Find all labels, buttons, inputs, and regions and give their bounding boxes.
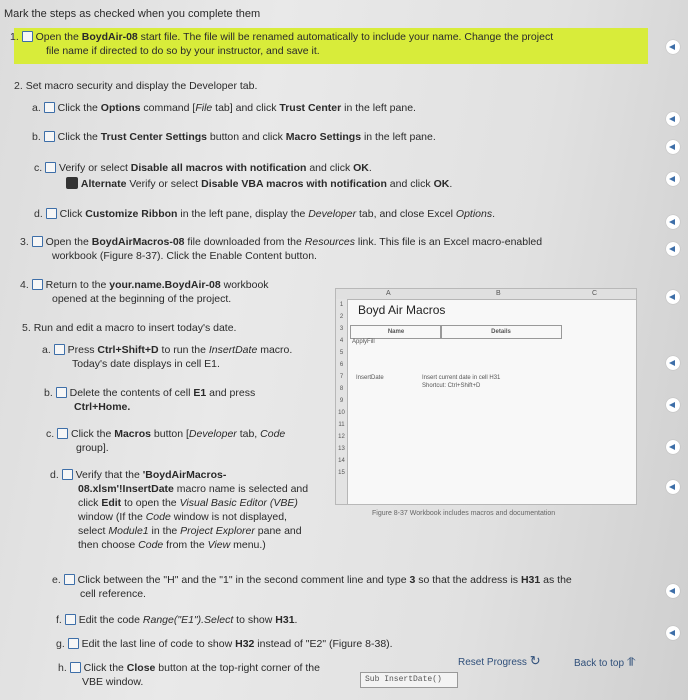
- step-2a: a. Click the Options command [File tab] and click Trust Center in the left pane.: [32, 102, 416, 114]
- step-5b-line-2: Ctrl+Home.: [74, 401, 131, 413]
- column-header-bar: [336, 289, 636, 300]
- step-5a-checkbox[interactable]: [54, 344, 65, 355]
- step-5g-checkbox[interactable]: [68, 638, 79, 649]
- figure-8-37-caption: Figure 8-37 Workbook includes macros and documentation: [372, 510, 556, 517]
- column-c-header: C: [592, 290, 598, 297]
- step-1-line-2: file name if directed to do so by your instructor, and save it.: [46, 45, 320, 57]
- step-2d: d. Click Customize Ribbon in the left pane, display the Developer tab, and close Excel Options.: [34, 208, 496, 220]
- back-to-top-icon: ⥣: [626, 655, 636, 669]
- figure-details-header: Details: [440, 325, 562, 339]
- step-5a-line-2: Today's date displays in cell E1.: [72, 358, 220, 370]
- column-b-header: B: [496, 290, 501, 297]
- back-to-top-button[interactable]: [574, 655, 636, 670]
- audio-link-icon[interactable]: [666, 140, 680, 154]
- audio-link-icon[interactable]: [666, 356, 680, 370]
- step-5c-checkbox[interactable]: [57, 428, 68, 439]
- audio-link-icon[interactable]: [666, 215, 680, 229]
- instructions-heading: Mark the steps as checked when you complete them: [4, 8, 261, 20]
- step-5f: f. Edit the code Range("E1").Select to show H31.: [56, 614, 298, 626]
- step-5e: e. Click between the "H" and the "1" in the second comment line and type 3 so that the address is H31 as the: [52, 574, 572, 586]
- step-5d-line-5: select Module1 in the Project Explorer pane and: [78, 525, 302, 537]
- back-to-top-label: Back to top: [574, 658, 625, 669]
- step-5h-checkbox[interactable]: [70, 662, 81, 673]
- step-5d-line-3: click Edit to open the Visual Basic Editor (VBE): [78, 497, 298, 509]
- step-5h: h. Click the Close button at the top-right corner of the: [58, 662, 320, 674]
- figure-detail-line-1: Insert current date in cell H31: [422, 375, 501, 381]
- figure-applyfill: ApplyFill: [352, 339, 375, 345]
- figure-8-38-code-thumbnail: Sub InsertDate(): [360, 672, 458, 688]
- audio-link-icon[interactable]: [666, 480, 680, 494]
- audio-link-icon[interactable]: [666, 584, 680, 598]
- figure-detail-line-2: Shortcut: Ctrl+Shift+D: [422, 383, 481, 389]
- step-5d-line-6: then choose Code from the View menu.): [78, 539, 266, 551]
- step-5b: b. Delete the contents of cell E1 and press: [44, 387, 256, 399]
- step-2b: b. Click the Trust Center Settings button and click Macro Settings in the left pane.: [32, 131, 436, 143]
- column-a-header: A: [386, 290, 391, 297]
- audio-link-icon[interactable]: [666, 398, 680, 412]
- step-2b-checkbox[interactable]: [44, 131, 55, 142]
- step-5c: c. Click the Macros button [Developer tab, Code: [46, 428, 286, 440]
- audio-link-icon[interactable]: [666, 242, 680, 256]
- figure-name-header: Name: [350, 325, 442, 339]
- audio-link-icon[interactable]: [666, 290, 680, 304]
- step-4-line-2: opened at the beginning of the project.: [52, 293, 232, 305]
- audio-link-icon[interactable]: [666, 626, 680, 640]
- step-4-checkbox[interactable]: [32, 279, 43, 290]
- figure-8-37-workbook: [335, 288, 637, 505]
- step-4: 4. Return to the your.name.BoydAir-08 workbook: [20, 279, 269, 291]
- audio-link-icon[interactable]: [666, 172, 680, 186]
- reset-progress-label: Reset Progress: [458, 657, 527, 668]
- step-5a: a. Press Ctrl+Shift+D to run the InsertDate macro.: [42, 344, 293, 356]
- alternate-icon: [66, 177, 78, 189]
- step-2c: c. Verify or select Disable all macros with notification and click OK.: [34, 162, 372, 174]
- audio-link-icon[interactable]: [666, 112, 680, 126]
- audio-link-icon[interactable]: [666, 40, 680, 54]
- step-5h-line-2: VBE window.: [82, 676, 144, 688]
- step-2c-alternate: Alternate Verify or select Disable VBA macros with notification and click OK.: [66, 177, 452, 191]
- step-5c-line-2: group].: [76, 442, 109, 454]
- step-2a-checkbox[interactable]: [44, 102, 55, 113]
- step-5b-checkbox[interactable]: [56, 387, 67, 398]
- reset-icon: ↻: [529, 653, 541, 668]
- step-5f-checkbox[interactable]: [65, 614, 76, 625]
- reset-progress-button[interactable]: [458, 653, 541, 669]
- step-3: 3. Open the BoydAirMacros-08 file downloaded from the Resources link. This file is an Excel macro-enabled: [20, 236, 543, 248]
- figure-insertdate: InsertDate: [356, 375, 384, 381]
- step-5d-checkbox[interactable]: [62, 469, 73, 480]
- step-1: 1. Open the BoydAir-08 start file. The file will be renamed automatically to include your name. Change the project: [10, 31, 554, 43]
- figure-sheet-title: Boyd Air Macros: [358, 303, 446, 317]
- step-2d-checkbox[interactable]: [46, 208, 57, 219]
- step-5e-line-2: cell reference.: [80, 588, 146, 600]
- step-5e-checkbox[interactable]: [64, 574, 75, 585]
- step-3-checkbox[interactable]: [32, 236, 43, 247]
- row-numbers: 1 2 3 4 5 6 7 8 9 10 11 12 13 14 15: [336, 299, 348, 504]
- step-2: 2. Set macro security and display the Developer tab.: [14, 80, 258, 92]
- step-2c-checkbox[interactable]: [45, 162, 56, 173]
- step-5d-line-2: 08.xlsm'!InsertDate macro name is selected and: [78, 483, 309, 495]
- step-3-line-2: workbook (Figure 8-37). Click the Enable Content button.: [52, 250, 317, 262]
- step-5d: d. Verify that the 'BoydAirMacros-: [50, 469, 227, 481]
- step-5g: g. Edit the last line of code to show H32 instead of "E2" (Figure 8-38).: [56, 638, 393, 650]
- step-5d-line-4: window (If the Code window is not displayed,: [78, 511, 287, 523]
- step-1-checkbox[interactable]: [22, 31, 33, 42]
- step-5: 5. Run and edit a macro to insert today's date.: [22, 322, 237, 334]
- audio-link-icon[interactable]: [666, 440, 680, 454]
